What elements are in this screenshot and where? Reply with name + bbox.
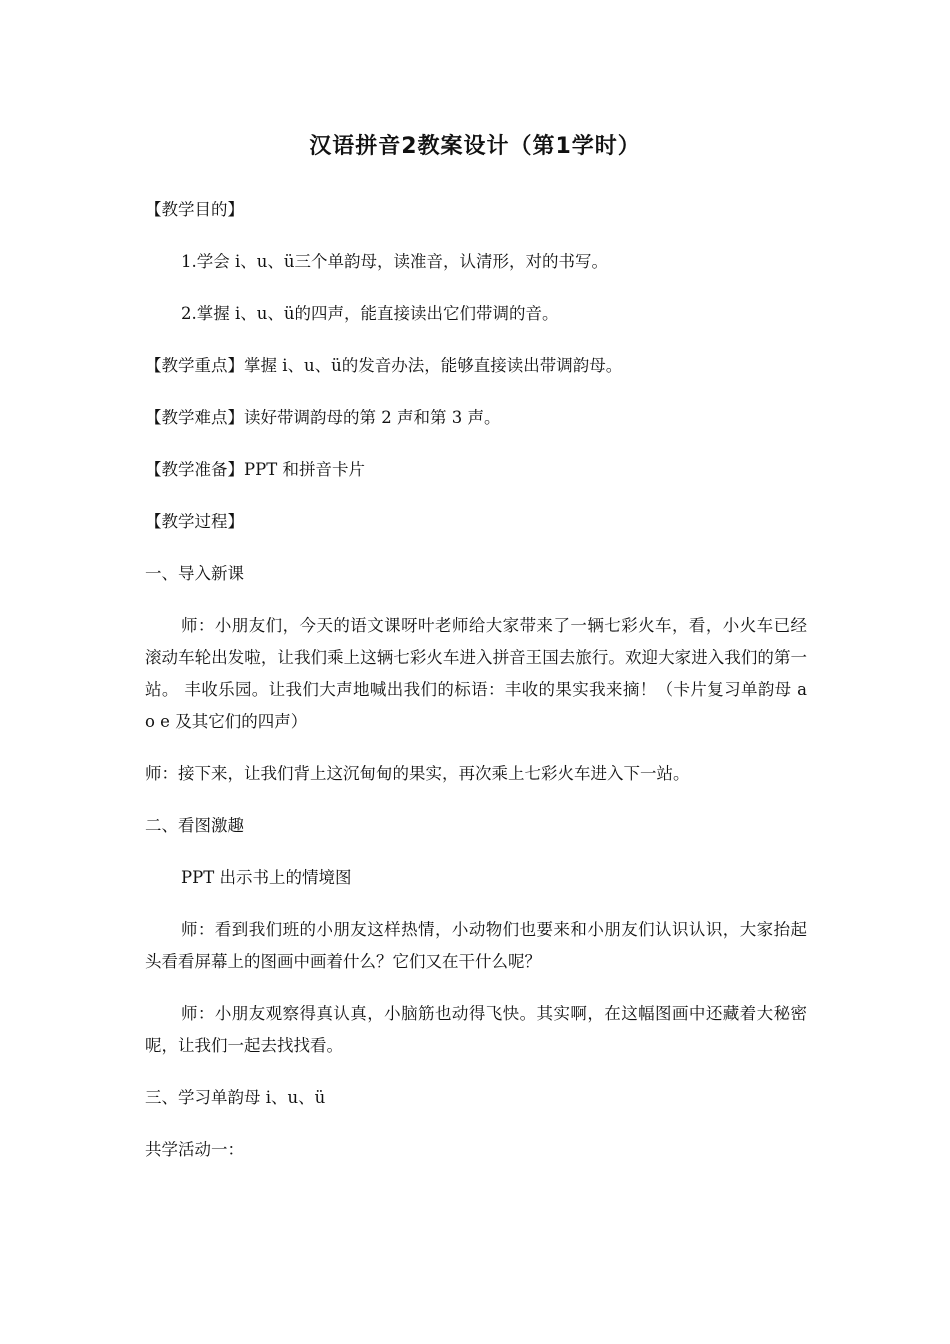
section-preparation: 【教学准备】PPT 和拼音卡片 [145,460,365,479]
section-key-points: 【教学重点】掌握 i、u、ü的发音办法，能够直接读出带调韵母。 [145,356,623,375]
teacher-paragraph: 师：小朋友们，今天的语文课呀叶老师给大家带来了一辆七彩火车，看，小火车已经滚动车轮出发啦，让我们乘上这辆七彩火车进入拼音王国去旅行。欢迎大家进入我们的第一站。 丰收乐园。让我们大声地喊出我们的标语：丰收的果实我来摘！（卡片复习单韵母 a o e 及其它们的四声） [145,616,807,731]
objective-item-2: 2.掌握 i、u、ü的四声，能直接读出它们带调的音。 [181,304,559,323]
document-body [145,194,807,1186]
step-heading-1: 一、导入新课 [145,564,244,583]
activity-heading: 共学活动一： [145,1140,244,1159]
document-title: 汉语拼音2教案设计（第1学时） [309,134,641,159]
section-heading-process: 【教学过程】 [145,512,244,531]
teacher-paragraph: 师：小朋友观察得真认真，小脑筋也动得飞快。其实啊，在这幅图画中还藏着大秘密呢，让我们一起去找找看。 [145,1004,807,1055]
step-heading-2: 二、看图激趣 [145,816,244,835]
step-heading-3: 三、学习单韵母 i、u、ü [145,1088,326,1107]
teacher-paragraph: 师：看到我们班的小朋友这样热情，小动物们也要来和小朋友们认识认识，大家抬起头看看屏幕上的图画中画着什么？它们又在干什么呢？ [145,920,807,971]
ppt-note: PPT 出示书上的情境图 [181,868,352,887]
section-difficulties: 【教学难点】读好带调韵母的第 2 声和第 3 声。 [145,408,501,427]
teacher-paragraph: 师：接下来，让我们背上这沉甸甸的果实，再次乘上七彩火车进入下一站。 [145,764,690,783]
section-heading-objectives: 【教学目的】 [145,200,244,219]
objective-item-1: 1.学会 i、u、ü三个单韵母，读准音，认清形，对的书写。 [181,252,609,271]
